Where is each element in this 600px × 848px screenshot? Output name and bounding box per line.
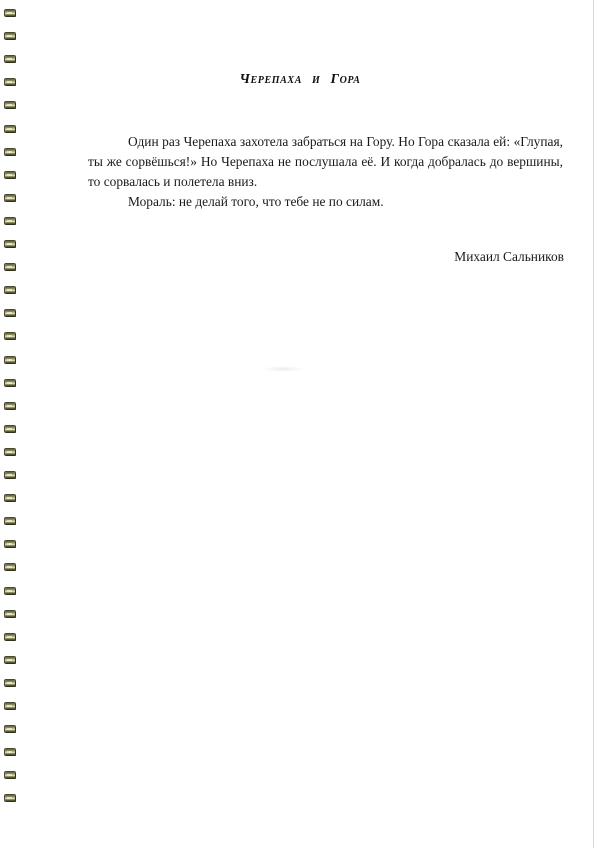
binding-ring [5, 426, 15, 432]
binding-ring [5, 772, 15, 778]
binding-ring [5, 102, 15, 108]
binding-ring [5, 149, 15, 155]
binding-ring [5, 126, 15, 132]
binding-ring [5, 218, 15, 224]
binding-ring [5, 403, 15, 409]
story-title: Черепаха и Гора [239, 72, 361, 87]
binding-ring [5, 264, 15, 270]
binding-ring [5, 564, 15, 570]
binding-ring [5, 287, 15, 293]
binding-ring [5, 310, 15, 316]
moral-paragraph: Мораль: не делай того, что тебе не по силам. [128, 194, 384, 209]
binding-ring [5, 541, 15, 547]
binding-ring [5, 518, 15, 524]
binding-ring [5, 588, 15, 594]
binding-ring [5, 703, 15, 709]
binding-ring [5, 195, 15, 201]
scan-smudge [262, 366, 304, 372]
binding-ring [5, 611, 15, 617]
binding-ring [5, 680, 15, 686]
binding-ring [5, 333, 15, 339]
story-paragraph: Один раз Черепаха захотела забраться на Гору. Но Гора сказала ей: «Глупая, ты же сорвёшься!» Но Черепаха не послушала её. И когда добралась до вершины, то сорвалась и полетела вниз. [88, 134, 563, 189]
binding-ring [5, 33, 15, 39]
spiral-binding [0, 0, 22, 848]
story-body [88, 132, 563, 212]
binding-ring [5, 749, 15, 755]
author-name: Михаил Сальников [454, 249, 564, 264]
binding-ring [5, 10, 15, 16]
binding-ring [5, 172, 15, 178]
binding-ring [5, 495, 15, 501]
binding-ring [5, 795, 15, 801]
binding-ring [5, 380, 15, 386]
binding-ring [5, 357, 15, 363]
binding-ring [5, 657, 15, 663]
binding-ring [5, 634, 15, 640]
binding-ring [5, 472, 15, 478]
binding-ring [5, 56, 15, 62]
binding-ring [5, 449, 15, 455]
page-edge [593, 0, 594, 848]
binding-ring [5, 726, 15, 732]
binding-ring [5, 241, 15, 247]
